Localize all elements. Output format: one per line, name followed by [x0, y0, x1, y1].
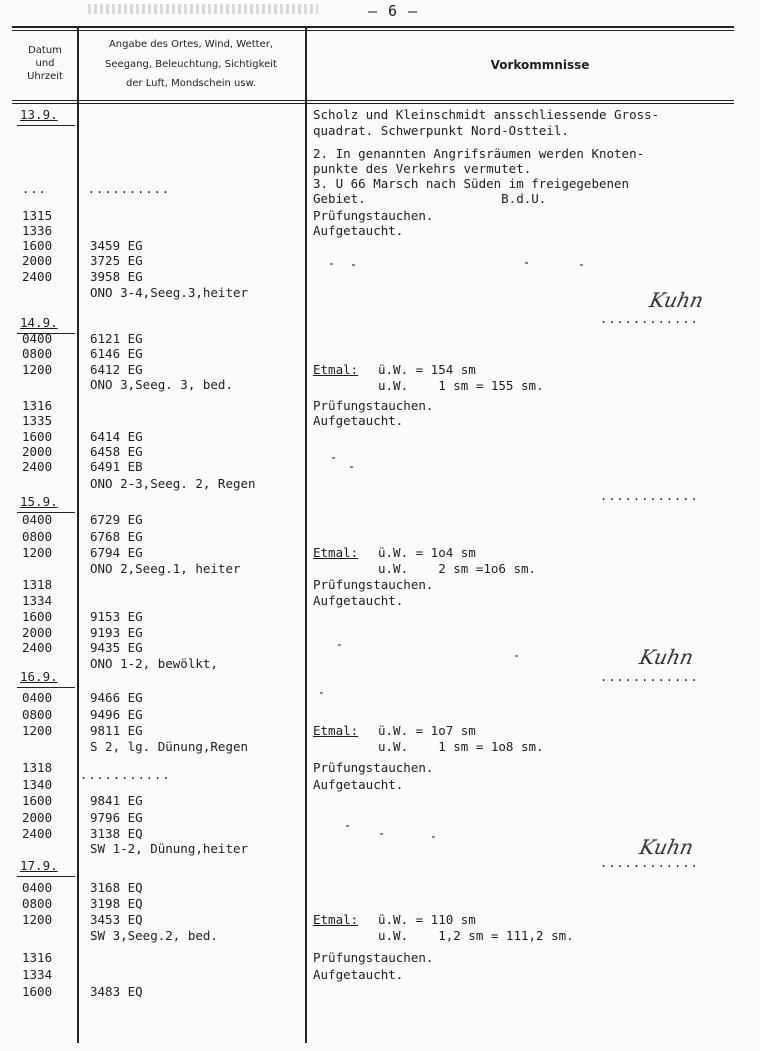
position-weather-entry: 6491 EB [90, 459, 143, 474]
header-and-line: und [35, 58, 55, 69]
dot-leader: ............ [600, 856, 699, 870]
time-entry: 2000 [22, 810, 53, 825]
date-label: 16.9. [20, 669, 58, 684]
etmal-label: Etmal: [313, 362, 359, 377]
top-rule [12, 26, 734, 28]
dot-leader: ............ [600, 312, 699, 326]
speck [330, 263, 333, 265]
event-entry: Prüfungstauchen. [313, 950, 434, 965]
time-entry: 1600 [22, 793, 53, 808]
header-date-time [14, 44, 76, 83]
speck [320, 692, 323, 694]
position-weather-entry: 9153 EG [90, 609, 143, 624]
position-weather-entry: ONO 2,Seeg.1, heiter [90, 561, 241, 576]
time-entry: 1316 [22, 950, 53, 965]
date-label: 14.9. [20, 315, 58, 330]
date-rule [17, 687, 75, 688]
event-entry: punkte des Verkehrs vermutet. [313, 161, 532, 176]
event-entry: Aufgetaucht. [313, 967, 404, 982]
position-weather-entry: 9193 EG [90, 625, 143, 640]
header-location-line-1: Angabe des Ortes, Wind, Wetter, [108, 39, 274, 50]
position-weather-entry: 3198 EQ [90, 896, 143, 911]
etmal-label: Etmal: [313, 912, 359, 927]
etmal-line-1: ü.W. = 110 sm [378, 912, 476, 927]
header-rule-2 [12, 103, 734, 104]
position-weather-entry: 6458 EG [90, 444, 143, 459]
position-weather-entry: 9466 EG [90, 690, 143, 705]
etmal-line-1: ü.W. = 1o4 sm [378, 545, 476, 560]
speck [338, 644, 341, 646]
speck [332, 457, 335, 459]
date-rule [17, 876, 75, 877]
time-entry: 0400 [22, 880, 53, 895]
time-entry: 0800 [22, 707, 53, 722]
position-weather-entry: 3725 EG [90, 253, 143, 268]
position-weather-entry: 3459 EG [90, 238, 143, 253]
event-entry: Prüfungstauchen. [313, 398, 434, 413]
speck [350, 466, 353, 468]
time-entry: 1335 [22, 413, 53, 428]
position-weather-entry: 6768 EG [90, 529, 143, 544]
event-entry: Aufgetaucht. [313, 223, 404, 238]
header-rule [12, 100, 734, 101]
signature: Kuhn [647, 288, 706, 312]
position-weather-entry: ONO 2-3,Seeg. 2, Regen [90, 476, 256, 491]
position-weather-entry: 6414 EG [90, 429, 143, 444]
date-rule [17, 125, 75, 126]
signature: Kuhn [637, 835, 696, 859]
etmal-line-1: ü.W. = 1o7 sm [378, 723, 476, 738]
position-weather-entry: S 2, lg. Dünung,Regen [90, 739, 249, 754]
position-weather-entry: 6121 EG [90, 331, 143, 346]
time-entry: 1600 [22, 238, 53, 253]
position-weather-entry: 9796 EG [90, 810, 143, 825]
header-events: Vorkommnisse [490, 58, 590, 72]
time-entry: 1334 [22, 967, 53, 982]
col-divider-2 [305, 28, 307, 1043]
header-location-line-3: der Luft, Mondschein usw. [125, 78, 257, 89]
time-entry: 2400 [22, 269, 53, 284]
position-weather-entry: 3958 EG [90, 269, 143, 284]
dot-leader: ............ [600, 489, 699, 503]
position-weather-entry: 3138 EQ [90, 826, 143, 841]
col-divider-1 [77, 28, 79, 1043]
event-entry: Gebiet. B.d.U. [313, 191, 547, 206]
etmal-label: Etmal: [313, 545, 359, 560]
time-entry: 2400 [22, 459, 53, 474]
time-entry: 1600 [22, 429, 53, 444]
position-weather-entry: ONO 1-2, bewölkt, [90, 656, 218, 671]
position-weather-entry: 6794 EG [90, 545, 143, 560]
header-location-line-2: Seegang, Beleuchtung, Sichtigkeit [105, 59, 277, 70]
header-smudge [88, 4, 318, 14]
header-location-weather [80, 38, 302, 90]
time-entry: 1318 [22, 760, 53, 775]
position-weather-entry: ONO 3-4,Seeg.3,heiter [90, 285, 249, 300]
date-label: 13.9. [20, 107, 58, 122]
etmal-label: Etmal: [313, 723, 359, 738]
speck [580, 264, 583, 266]
etmal-line-2: u.W. 1 sm = 155 sm. [378, 378, 544, 393]
time-entry: 1334 [22, 593, 53, 608]
time-entry: 2000 [22, 625, 53, 640]
dot-leader: ... .......... [22, 182, 171, 196]
position-weather-entry: 9841 EG [90, 793, 143, 808]
time-entry: 1340 [22, 777, 53, 792]
event-entry: 2. In genannten Angrifsräumen werden Knoten- [313, 146, 645, 161]
time-entry: 1200 [22, 362, 53, 377]
speck [352, 264, 355, 266]
time-entry: 1316 [22, 398, 53, 413]
time-entry: 1336 [22, 223, 53, 238]
header-time-line: Uhrzeit [27, 71, 63, 82]
time-entry: 1200 [22, 545, 53, 560]
time-entry: 0800 [22, 896, 53, 911]
page-number: – 6 – [368, 2, 419, 20]
time-entry: 2400 [22, 826, 53, 841]
time-entry: 1318 [22, 577, 53, 592]
time-entry: 0400 [22, 331, 53, 346]
position-weather-entry: ONO 3,Seeg. 3, bed. [90, 377, 233, 392]
etmal-line-2: u.W. 1 sm = 1o8 sm. [378, 739, 544, 754]
position-weather-entry: 6412 EG [90, 362, 143, 377]
event-entry: 3. U 66 Marsch nach Süden im freigegebenen [313, 176, 630, 191]
time-entry: 1600 [22, 984, 53, 999]
time-entry: 0400 [22, 512, 53, 527]
position-weather-entry: 3168 EQ [90, 880, 143, 895]
dot-leader: ........... [80, 768, 171, 782]
position-weather-entry: 3453 EQ [90, 912, 143, 927]
etmal-line-2: u.W. 2 sm =1o6 sm. [378, 561, 537, 576]
speck [525, 262, 528, 264]
time-entry: 1315 [22, 208, 53, 223]
event-entry: Aufgetaucht. [313, 777, 404, 792]
time-entry: 0800 [22, 346, 53, 361]
position-weather-entry: 6729 EG [90, 512, 143, 527]
event-entry: Prüfungstauchen. [313, 760, 434, 775]
position-weather-entry: 9811 EG [90, 723, 143, 738]
dot-leader: ............ [600, 670, 699, 684]
event-entry: Scholz und Kleinschmidt ansschliessende Gross- [313, 107, 660, 122]
event-entry: Aufgetaucht. [313, 413, 404, 428]
position-weather-entry: 9496 EG [90, 707, 143, 722]
position-weather-entry: SW 1-2, Dünung,heiter [90, 841, 249, 856]
event-entry: Prüfungstauchen. [313, 208, 434, 223]
position-weather-entry: SW 3,Seeg.2, bed. [90, 928, 218, 943]
etmal-line-2: u.W. 1,2 sm = 111,2 sm. [378, 928, 574, 943]
position-weather-entry: 6146 EG [90, 346, 143, 361]
event-entry: quadrat. Schwerpunkt Nord-Ostteil. [313, 123, 569, 138]
event-entry: Aufgetaucht. [313, 593, 404, 608]
time-entry: 2400 [22, 640, 53, 655]
speck [515, 655, 518, 657]
position-weather-entry: 9435 EG [90, 640, 143, 655]
top-rule-thin [12, 30, 734, 31]
event-entry: Prüfungstauchen. [313, 577, 434, 592]
signature: Kuhn [637, 645, 696, 669]
date-label: 15.9. [20, 494, 58, 509]
date-label: 17.9. [20, 858, 58, 873]
time-entry: 2000 [22, 444, 53, 459]
speck [346, 825, 349, 827]
position-weather-entry: 3483 EQ [90, 984, 143, 999]
header-date-line: Datum [28, 45, 62, 56]
speck [380, 833, 383, 835]
time-entry: 1200 [22, 912, 53, 927]
time-entry: 0800 [22, 529, 53, 544]
etmal-line-1: ü.W. = 154 sm [378, 362, 476, 377]
time-entry: 0400 [22, 690, 53, 705]
speck [432, 836, 435, 838]
time-entry: 1200 [22, 723, 53, 738]
time-entry: 1600 [22, 609, 53, 624]
time-entry: 2000 [22, 253, 53, 268]
